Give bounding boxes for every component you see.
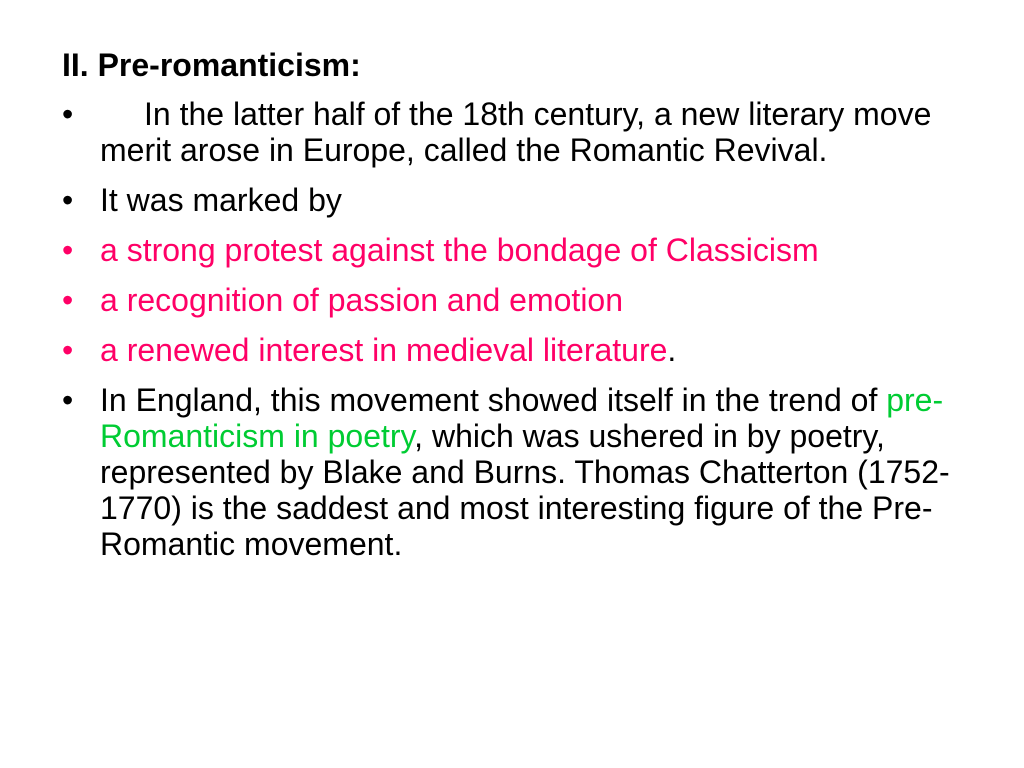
bullet-text-before: In England, this movement showed itself in the trend of <box>100 382 887 418</box>
bullet-icon: • <box>62 182 74 218</box>
bullet-text: In the latter half of the 18th century, a new literary move merit arose in Europe, called the Romantic Revival. <box>100 96 932 168</box>
list-item <box>62 232 962 268</box>
bullet-text-highlight: pre-Romanticism in poetry <box>100 382 944 454</box>
bullet-icon: • <box>62 332 74 368</box>
bullet-text: a recognition of passion and emotion <box>100 282 624 318</box>
bullet-icon: • <box>62 382 74 418</box>
bullet-icon: • <box>62 282 74 318</box>
slide-title: II. Pre-romanticism: <box>62 47 361 83</box>
bullet-icon: • <box>62 232 74 268</box>
list-item <box>62 182 962 218</box>
bullet-icon: • <box>62 96 74 132</box>
list-item <box>62 282 962 318</box>
bullet-list <box>62 96 962 576</box>
bullet-text: a strong protest against the bondage of Classicism <box>100 232 819 268</box>
bullet-text: It was marked by <box>100 182 342 218</box>
list-item <box>62 332 962 368</box>
bullet-text-highlight: a renewed interest in medieval literature <box>100 332 668 368</box>
bullet-text-after: , which was ushered in by poetry, represented by Blake and Burns. Thomas Chatterton (1752-1770) is the saddest and most interesting figure of the Pre-Romantic movement. <box>100 418 950 562</box>
bullet-text-after: . <box>667 332 677 368</box>
list-item <box>62 382 962 562</box>
list-item <box>62 96 962 168</box>
